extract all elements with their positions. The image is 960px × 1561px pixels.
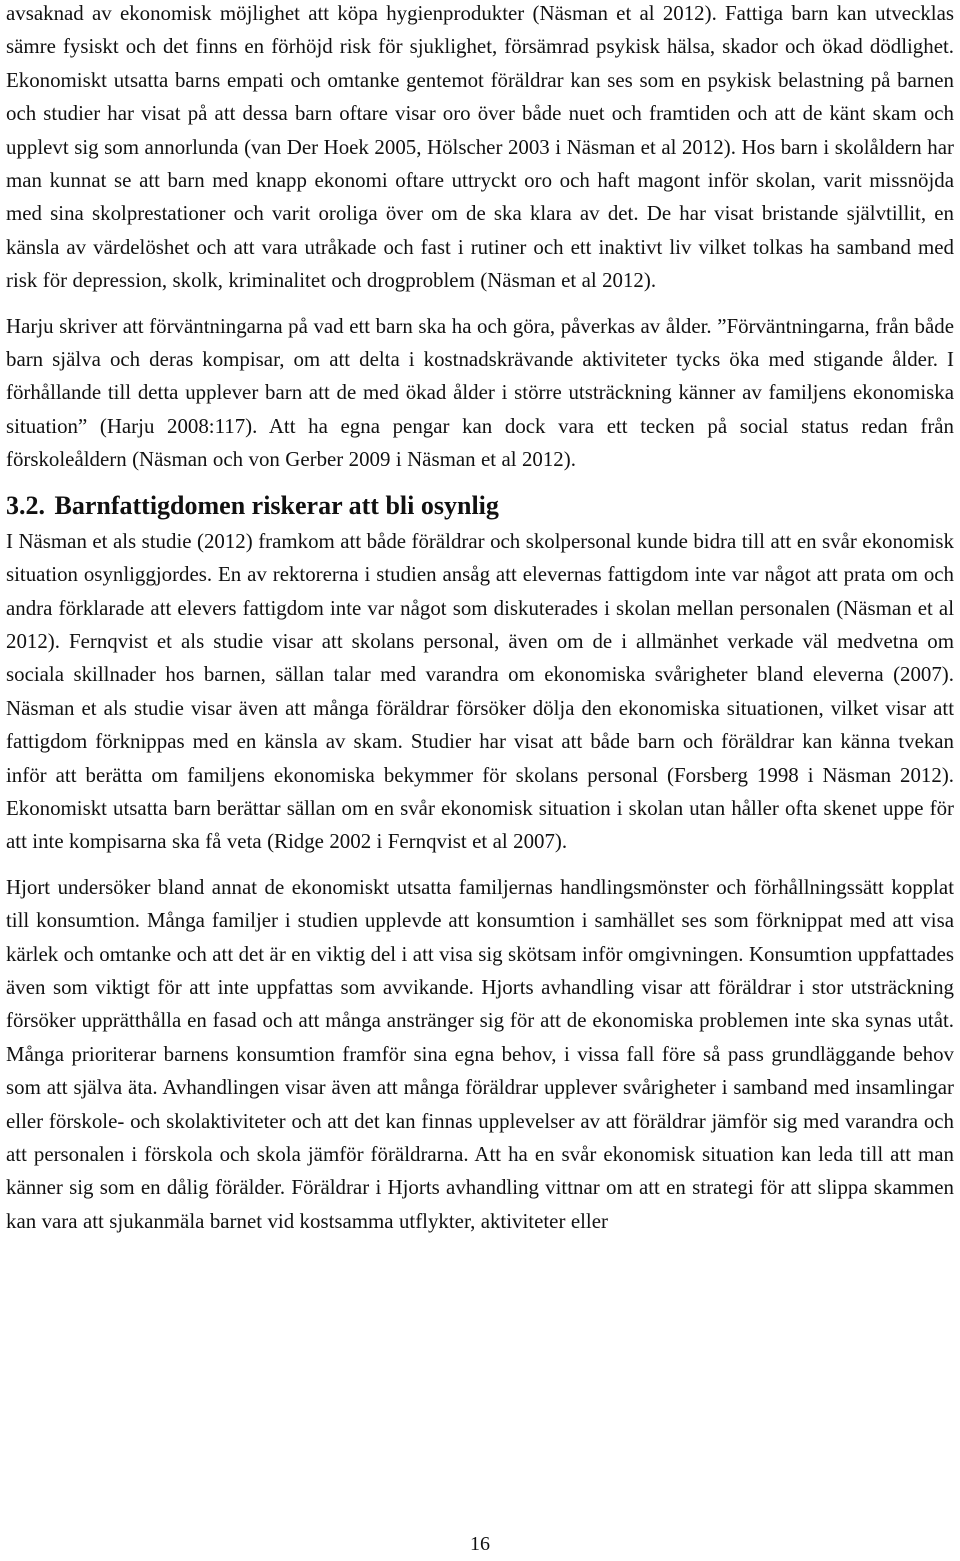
paragraph-hjort-consumption: Hjort undersöker bland annat de ekonomiskt utsatta familjernas handlingsmönster och förhållningssätt kopplat till konsumtion. Många familjer i studien upplevde att konsumtion i samhället ses som förknippat med att visa kärlek och omtanke och att det är en viktig del i att visa sig skötsam inför omgivningen. Konsumtion uppfattades även som viktigt för att inte uppfattas som avvikande. Hjorts avhandling visar att föräldrar i stor utsträckning försöker upprätthålla en fasad och att många anstränger sig för att de ekonomiska problemen inte ska synas utåt. Många prioriterar barnens konsumtion framför sina egna behov, i vissa fall före så pass grundläggande behov som att själva äta. Avhandlingen visar även att många föräldrar upplever svårigheter i samband med insamlingar eller förskole- och skolaktiviteter och att det kan finnas upplevelser av att föräldrar jämför sig med varandra och att personalen i förskola och skola jämför föräldrarna. Att ha en svår ekonomisk situation kan leda till att man känner sig som en dålig förälder. Föräldrar i Hjorts avhandling vittnar om att en strategi för att slippa skammen kan vara att sjukanmäla barnet vid kostsamma utflykter, aktiviteter eller xyxy=(6,874,954,1233)
heading-spacer xyxy=(6,477,954,487)
section-title: Barnfattigdomen riskerar att bli osynlig xyxy=(54,490,499,520)
paragraph-child-poverty-effects: avsaknad av ekonomisk möjlighet att köpa hygienprodukter (Näsman et al 2012). Fattiga barn kan utvecklas sämre fysiskt och det finns en förhöjd risk för sjuklighet, försämrad psykisk hälsa, skador och ökad dödlighet. Ekonomiskt utsatta barns empati och omtanke gentemot föräldrar kan ses som en psykisk belastning på barnen och studier har visat på att dessa barn oftare visar oro över både nuet och framtiden och att de känt skam och upplevt sig som annorlunda (van Der Hoek 2005, Hölscher 2003 i Näsman et al 2012). Hos barn i skolåldern har man kunnat se att barn med knapp ekonomi oftare uttryckt oro och haft magont inför skolan, varit missnöjda med sina skolprestationer och varit oroliga över om de ska klara av det. De har visat bristande självtillit, en känsla av värdelöshet och att vara utråkade och fast i rutiner och ett inaktivt liv vilket tolkas ha samband med risk för depression, skolk, kriminalitet och drogproblem (Näsman et al 2012). xyxy=(6,1,954,293)
paragraph-harju-expectations: Harju skriver att förväntningarna på vad ett barn ska ha och göra, påverkas av ålder. ”Förväntningarna, från både barn själva och deras kompisar, om att delta i kostnadskrävande aktiviteter tycks öka med stigande ålder. I förhållande till detta upplever barn att de med ökad ålder i större utsträckning känner av familjens ekonomiska situation” (Harju 2008:117). Att ha egna pengar kan dock vara ett tecken på social status redan från förskoleåldern (Näsman och von Gerber 2009 i Näsman et al 2012). xyxy=(6,313,954,472)
paragraph-spacer xyxy=(6,298,954,310)
section-heading xyxy=(6,487,954,525)
paragraph-spacer xyxy=(6,859,954,871)
section-number: 3.2. xyxy=(6,490,45,520)
page-number: 16 xyxy=(470,1533,490,1555)
paragraph-invisible-poverty: I Näsman et als studie (2012) framkom att både föräldrar och skolpersonal kunde bidra till att en svår ekonomisk situation osynliggjordes. En av rektorerna i studien ansåg att elevernas fattigdom inte var något att prata om och andra förklarade att elevers fattigdom inte var något som diskuterades i skolan mellan personalen (Näsman et al 2012). Fernqvist et als studie visar att skolans personal, även om de i allmänhet verkade väl medvetna om sociala skillnader hos barnen, sällan talar med varandra om ekonomiska svårigheter bland eleverna (2007). Näsman et als studie visar även att många föräldrar försöker dölja den ekonomiska situationen, vilket visar att fattigdom förknippas med en känsla av skam. Studier har visat att både barn och föräldrar kan känna tvekan inför att berätta om familjens ekonomiska bekymmer för skolans personal (Forsberg 1998 i Näsman 2012). Ekonomiskt utsatta barn berättar sällan om en svår ekonomisk situation i skolan utan håller ofta skenet uppe för att inte kompisarna ska få veta (Ridge 2002 i Fernqvist et al 2007). xyxy=(6,528,954,854)
page-body xyxy=(6,0,954,1238)
